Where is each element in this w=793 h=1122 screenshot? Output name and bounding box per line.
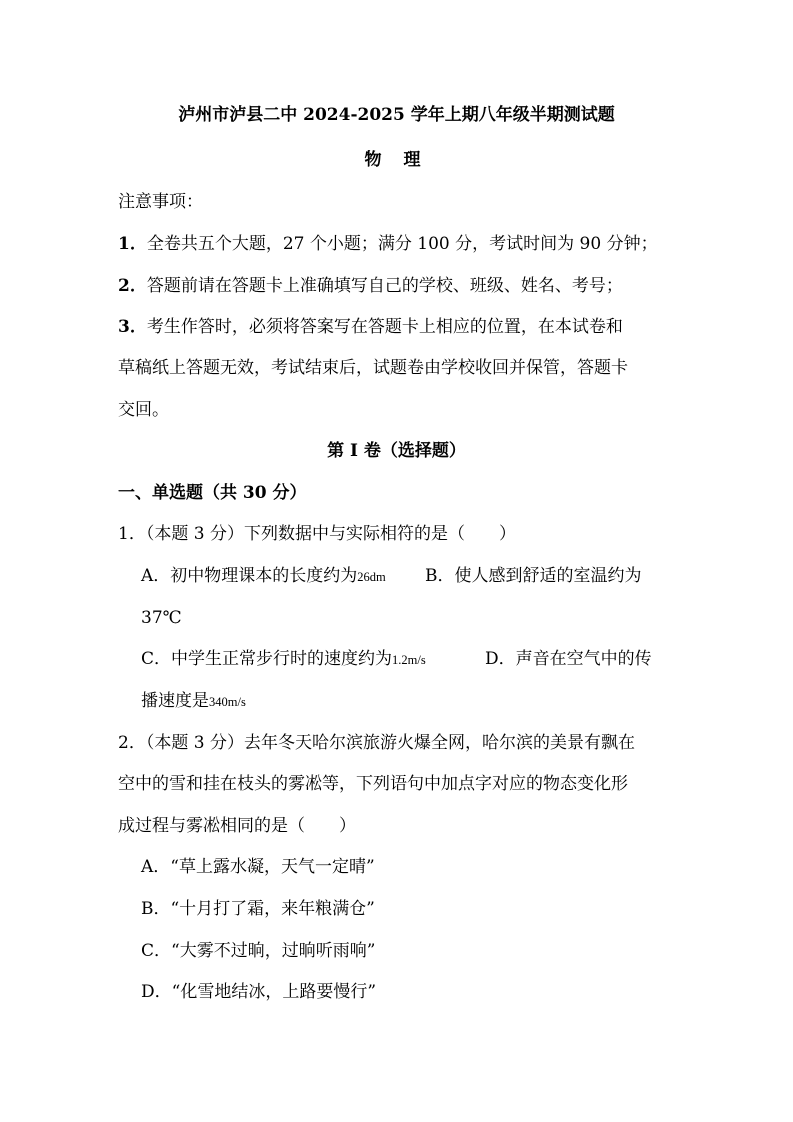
option-a-value: 26dm [357, 570, 386, 584]
notice-item-text: 考生作答时，必须将答案写在答题卡上相应的位置，在本试卷和 [146, 317, 623, 337]
notice-item-2 [118, 275, 623, 297]
notice-item-3-cont: 交回。 [118, 400, 169, 420]
notice-item-3-cont: 草稿纸上答题无效，考试结束后，试题卷由学校收回并保管，答题卡 [118, 358, 628, 378]
option-c-value: 1.2m/s [392, 653, 426, 667]
notice-heading: 注意事项： [118, 192, 203, 212]
notice-item-number: 2． [118, 276, 147, 296]
option-a-text: A．初中物理课本的长度约为 [141, 566, 358, 586]
question-1-stem: 1．（本题 3 分）下列数据中与实际相符的是（ ） [118, 524, 516, 544]
exam-title: 泸州市泸县二中 2024-2025 学年上期八年级半期测试题 [178, 105, 615, 125]
notice-item-3 [118, 316, 623, 338]
question-2-option-a: A．“草上露水凝，天气一定晴” [141, 857, 375, 877]
volume-label: 第 I 卷（选择题） [327, 441, 466, 461]
question-1-option-d-cont [141, 690, 246, 713]
notice-item-1 [118, 233, 658, 255]
notice-item-number: 1． [118, 234, 147, 254]
question-2-stem-line-1: 2．（本题 3 分）去年冬天哈尔滨旅游火爆全网，哈尔滨的美景有飘在 [118, 733, 635, 753]
notice-item-number: 3． [118, 317, 147, 337]
option-d-value: 340m/s [209, 695, 246, 709]
question-1-option-c [141, 648, 426, 671]
question-1-option-a [141, 565, 386, 588]
notice-item-text: 全卷共五个大题，27 个小题；满分 100 分，考试时间为 90 分钟； [146, 234, 658, 254]
option-d-text: 播速度是 [141, 691, 209, 711]
option-c-text: C．中学生正常步行时的速度约为 [141, 649, 393, 669]
question-2-stem-line-3: 成过程与雾凇相同的是（ ） [118, 816, 356, 836]
question-2-option-d: D．“化雪地结冰，上路要慢行” [141, 982, 377, 1002]
question-2-option-b: B．“十月打了霜，来年粮满仓” [141, 899, 375, 919]
question-1-option-b: B．使人感到舒适的室温约为 [425, 566, 642, 586]
exam-subject: 物 理 [364, 150, 429, 170]
section-heading: 一、单选题（共 30 分） [118, 483, 307, 503]
question-1-option-b-value: 37℃ [141, 608, 182, 628]
notice-item-text: 答题前请在答题卡上准确填写自己的学校、班级、姓名、考号； [146, 276, 623, 296]
question-1-option-d: D．声音在空气中的传 [485, 649, 652, 669]
question-2-option-c: C．“大雾不过晌，过晌听雨响” [141, 941, 376, 961]
question-2-stem-line-2: 空中的雪和挂在枝头的雾凇等，下列语句中加点字对应的物态变化形 [118, 774, 628, 794]
